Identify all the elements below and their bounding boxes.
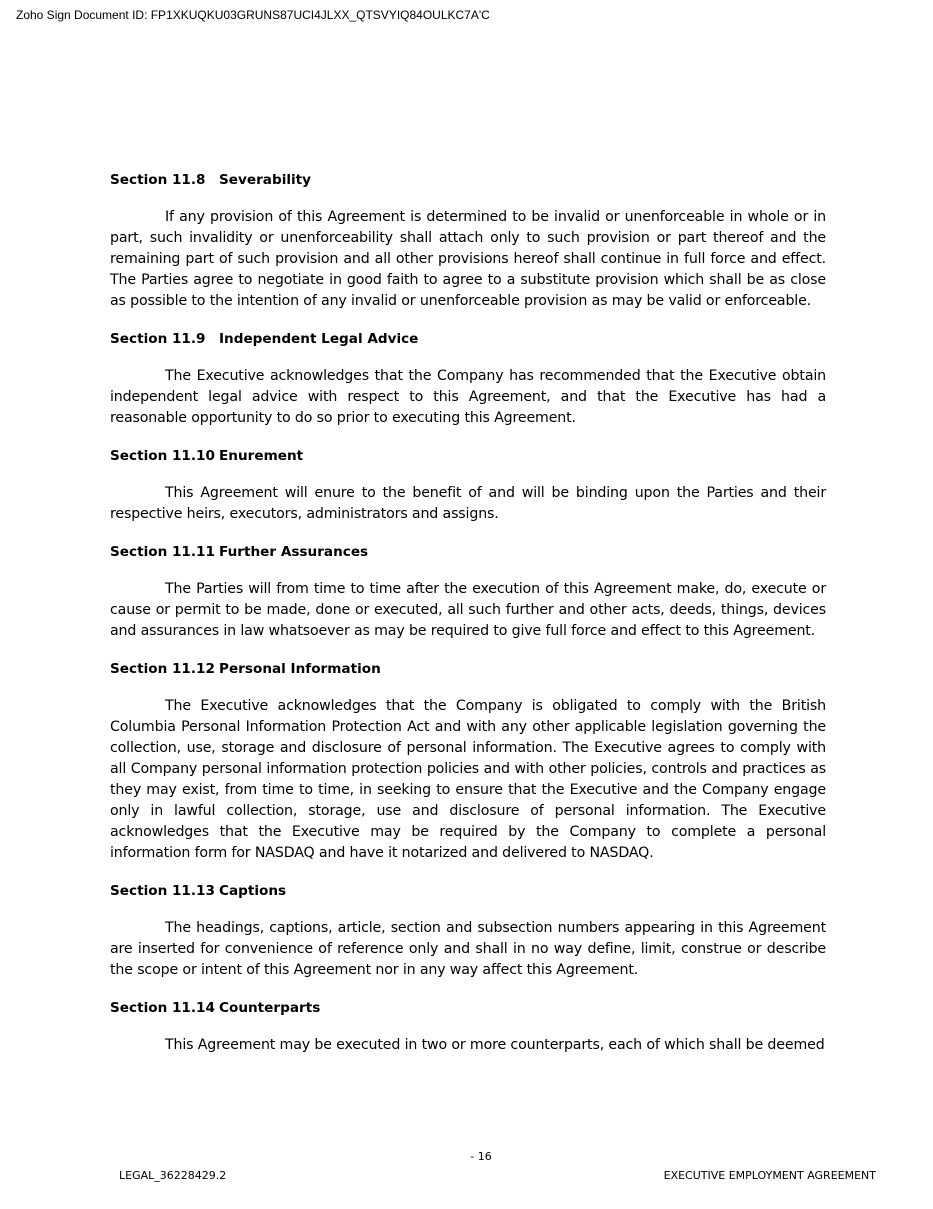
section-paragraph: The Parties will from time to time after the execution of this Agreement make, do, execute or cause or permit to be made, done or executed, all such further and other acts, deeds, things, devices and assurances in law whatsoever as may be required to give full force and effect to this Agreement. xyxy=(110,581,826,639)
section-11-9 xyxy=(110,329,826,429)
section-title: Captions xyxy=(219,883,287,899)
section-paragraph: This Agreement will enure to the benefit of and will be binding upon the Parties and their respective heirs, executors, administrators and assigns. xyxy=(110,485,826,522)
section-11-13 xyxy=(110,881,826,981)
section-heading xyxy=(110,329,826,349)
section-paragraph: This Agreement may be executed in two or more counterparts, each of which shall be deemed xyxy=(165,1037,825,1053)
section-title: Further Assurances xyxy=(219,544,369,560)
section-number: Section 11.9 xyxy=(110,331,206,347)
section-heading xyxy=(110,881,826,901)
section-heading xyxy=(110,659,826,679)
footer-document-title: EXECUTIVE EMPLOYMENT AGREEMENT xyxy=(663,1169,876,1182)
section-title: Enurement xyxy=(219,448,304,464)
section-heading xyxy=(110,446,826,466)
section-title: Personal Information xyxy=(219,661,381,677)
section-11-12 xyxy=(110,659,826,864)
document-body xyxy=(110,170,826,1073)
footer-legal-id: LEGAL_36228429.2 xyxy=(119,1169,227,1182)
section-heading xyxy=(110,542,826,562)
section-number: Section 11.8 xyxy=(110,172,206,188)
section-11-11 xyxy=(110,542,826,642)
section-11-14 xyxy=(110,998,826,1056)
section-paragraph: The Executive acknowledges that the Company is obligated to comply with the British Columbia Personal Information Protection Act and with any other applicable legislation governing the collection, use, storage and disclosure of personal information. The Executive agrees to comply with all Company personal information protection policies and with other policies, controls and practices as they may exist, from time to time, in seeking to ensure that the Executive and the Company engage only in lawful collection, storage, use and disclosure of personal information. The Executive acknowledges that the Executive may be required by the Company to complete a personal information form for NASDAQ and have it notarized and delivered to NASDAQ. xyxy=(110,698,826,861)
document-id: Zoho Sign Document ID: FP1XKUQKU03GRUNS87UCI4JLXX_QTSVYIQ84OULKC7A'C xyxy=(16,8,490,22)
section-11-10 xyxy=(110,446,826,525)
page-number: - 16 xyxy=(470,1150,492,1163)
section-title: Counterparts xyxy=(219,1000,321,1016)
section-paragraph: If any provision of this Agreement is determined to be invalid or unenforceable in whole or in part, such invalidity or unenforceability shall attach only to such provision or part thereof and the remaining part of such provision and all other provisions hereof shall continue in full force and effect. The Parties agree to negotiate in good faith to agree to a substitute provision which shall be as close as possible to the intention of any invalid or unenforceable provision as may be valid or enforceable. xyxy=(110,209,826,309)
section-number: Section 11.13 xyxy=(110,883,215,899)
section-number: Section 11.14 xyxy=(110,1000,215,1016)
section-heading xyxy=(110,998,826,1018)
section-number: Section 11.12 xyxy=(110,661,215,677)
section-number: Section 11.10 xyxy=(110,448,215,464)
section-paragraph: The headings, captions, article, section and subsection numbers appearing in this Agreement are inserted for convenience of reference only and shall in no way define, limit, construe or describe the scope or intent of this Agreement nor in any way affect this Agreement. xyxy=(110,920,826,978)
section-11-8 xyxy=(110,170,826,312)
section-heading xyxy=(110,170,826,190)
section-number: Section 11.11 xyxy=(110,544,215,560)
section-title: Independent Legal Advice xyxy=(219,331,419,347)
section-title: Severability xyxy=(219,172,312,188)
section-paragraph: The Executive acknowledges that the Company has recommended that the Executive obtain independent legal advice with respect to this Agreement, and that the Executive has had a reasonable opportunity to do so prior to executing this Agreement. xyxy=(110,368,826,426)
